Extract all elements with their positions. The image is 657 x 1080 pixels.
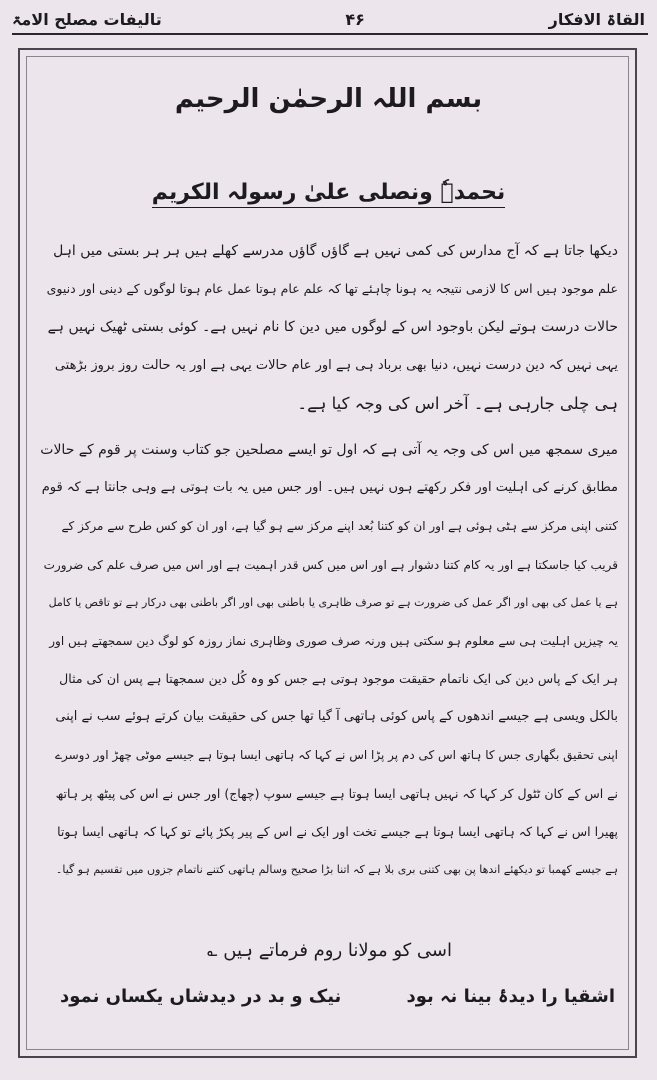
text-line: دیکھا جاتا ہے کہ آج مدارس کی کمی نہیں ہے گاؤں گاؤں مدرسے کھلے ہیں ہر ہر بستی میں اہل bbox=[53, 243, 618, 259]
text-line: پھیرا اس نے کہا کہ ہاتھی ایسا ہوتا ہے جیسے تخت اور ایک نے اس کے پیر پکڑ پائے تو کہا کہ ہاتھی ایسا ہوتا bbox=[57, 823, 618, 839]
text-line: کتنی اپنی مرکز سے ہٹی ہوئی ہے اور ان کو کتنا بُعد اپنے مرکز سے ہو گیا ہے، اور ان کو کس طرح سے مرکز کے bbox=[61, 519, 618, 534]
text-line: مطابق کرنے کی اہلیت اور فکر رکھتے ہوں نہیں ہیں۔ اور جس میں یہ بات ہوتی ہے وہی جانتا ہے کہ قوم bbox=[41, 480, 618, 496]
book-title: القاۃ الافکار bbox=[548, 9, 645, 29]
text-line: بالکل ویسی ہے جیسے اندھوں کے پاس کوئی ہاتھی آ گیا تھا جس کی حقیقت بیان کرتے ہوئے سب نے اپنی bbox=[55, 709, 618, 725]
text-line: اپنی تحقیق بگھاری جس کا ہاتھ اس کی دم پر پڑا اس نے کہا کہ ہاتھی ایسا ہوتا ہے جیسے موٹی چھڑ اور دوسرے bbox=[54, 748, 618, 763]
page-header bbox=[12, 4, 645, 34]
body-text bbox=[40, 232, 618, 889]
book-series-title: تالیفات مصلح الامۃ bbox=[12, 9, 162, 29]
verse-first-hemistich: اشقیا را دیدۂ بینا نہ بود bbox=[406, 986, 615, 1007]
text-line: یہ چیزیں اہلیت ہی سے معلوم ہو سکتی ہیں ورنہ صرف صوری وظاہری نماز روزہ کو لوگ دین سمجھتے ہیں اور bbox=[49, 633, 618, 648]
bismillah-heading: بسم اللہ الرحمٰن الرحیم bbox=[174, 84, 483, 114]
text-line: ہی چلی جارہی ہے۔ آخر اس کی وجہ کیا ہے۔ bbox=[297, 393, 618, 413]
header-rule bbox=[12, 33, 648, 35]
text-line: نے اس کے کان ٹٹول کر کہا کہ نہیں ہاتھی ایسا ہوتا ہے جیسے سوپ (چھاج) اور جس نے اس کی پیٹھ پر ہاتھ bbox=[55, 785, 618, 801]
text-line: یہی نہیں کہ دین درست نہیں، دنیا بھی برباد ہی ہے اور عام حالات یہی ہے اور یہ حالت روز بروز بڑھتی bbox=[54, 357, 618, 373]
text-line: ہر ایک کے پاس دین کی ایک ناتمام حقیقت موجود ہوتی ہے جس کو وہ کُل دین سمجھتا ہے پس ان کی مثال bbox=[59, 671, 618, 687]
text-line: علم موجود ہیں اس کا لازمی نتیجہ یہ ہونا چاہئے تھا کہ علم عام ہوتا عمل عام ہوتا لوگوں کے دینی اور دنیوی bbox=[46, 281, 618, 297]
text-line: قریب کیا جاسکتا ہے اور یہ کام کتنا دشوار ہے اور اس میں کس قدر اہمیت ہے اور اس میں صرف علم کی ضرورت bbox=[43, 557, 618, 572]
text-line: ہے یا عمل کی بھی اور اگر عمل کی ضرورت ہے تو صرف ظاہری یا باطنی بھی اور اگر باطنی بھی درکار ہے تو تاقص یا کامل bbox=[48, 595, 618, 609]
text-line: ہے جیسے کھمبا تو دیکھئے اندھا پن بھی کتنی بری بلا ہے کہ اتنا بڑا صحیح وسالم ہاتھی کتنے ناتمام جزوں میں تقسیم ہو گیا۔ bbox=[55, 863, 618, 876]
text-line: حالات درست ہوتے لیکن باوجود اس کے لوگوں میں دین کا نام نہیں ہے۔ کوئی بستی ٹھیک نہیں ہے bbox=[47, 319, 618, 336]
salutation-text: نحمدہٗ ونصلی علیٰ رسولہ الکریم bbox=[152, 180, 506, 208]
salutation-heading bbox=[0, 180, 657, 205]
text-line: میری سمجھ میں اس کی وجہ یہ آتی ہے کہ اول تو ایسے مصلحین جو کتاب وسنت پر قوم کے حالات bbox=[40, 441, 618, 458]
verse-intro: اسی کو مولانا روم فرماتے ہیں ؎ bbox=[207, 940, 452, 961]
page-number: ۴۶ bbox=[345, 9, 365, 29]
verse-second-hemistich: نیک و بد در دیدشاں یکساں نمود bbox=[60, 986, 342, 1007]
